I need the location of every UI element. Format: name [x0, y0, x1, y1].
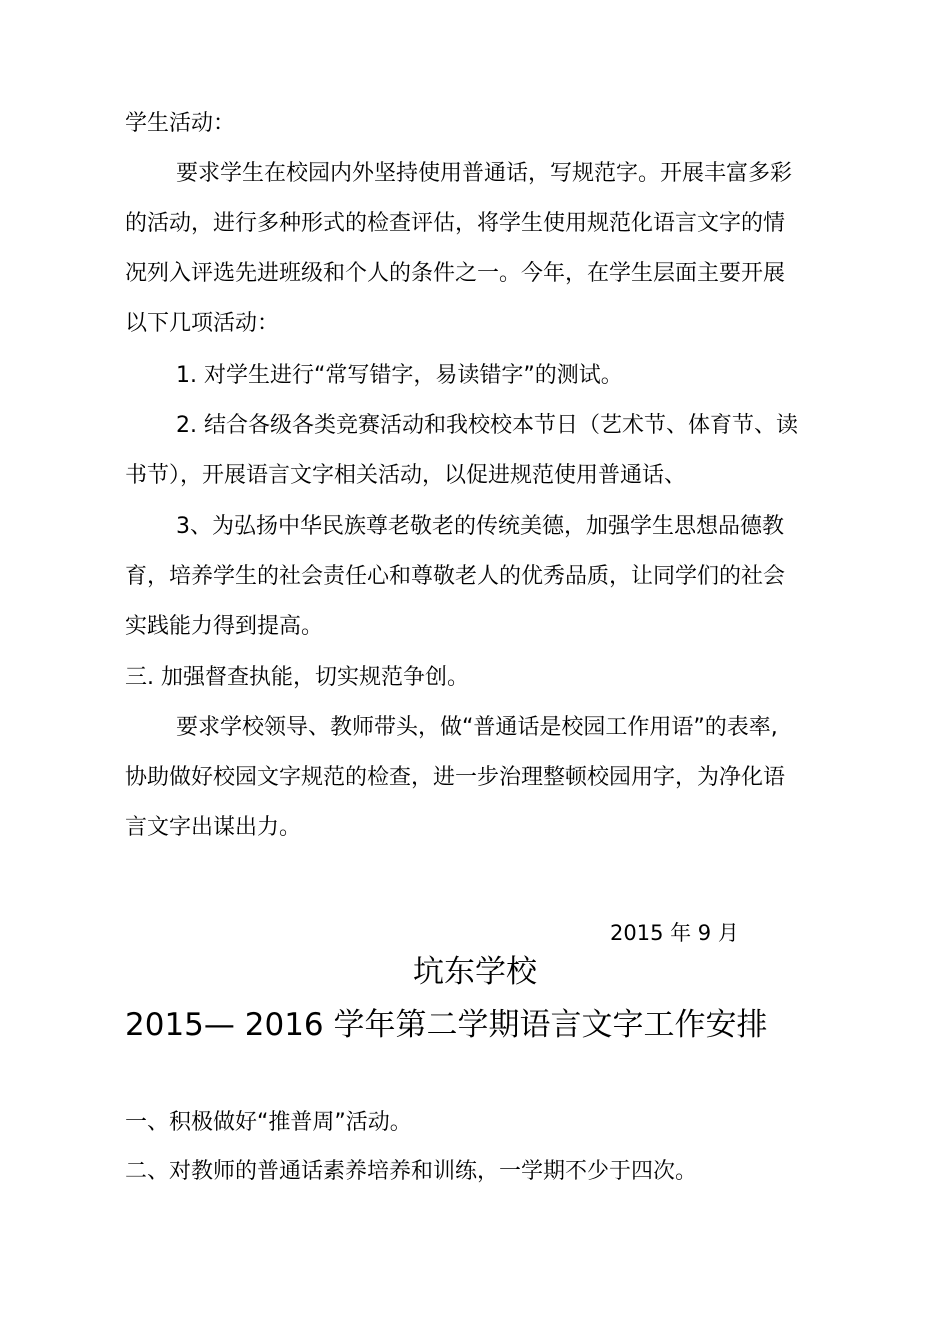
- paragraph-line: 要求学校领导、教师带头，做“普通话是校园工作用语”的表率,: [176, 715, 778, 740]
- document-date: 2015 年 9 月: [610, 921, 739, 945]
- school-title: 坑东学校: [413, 954, 537, 990]
- activity-item-1: 1. 对学生进行“常写错字，易读错字”的测试。: [176, 363, 623, 388]
- student-activities-heading: 学生活动：: [125, 111, 236, 136]
- activity-item-2: 2. 结合各级各类竞赛活动和我校校本节日（艺术节、体育节、读: [176, 413, 798, 438]
- paragraph-line: 书节），开展语言文字相关活动，以促进规范使用普通话、: [125, 463, 687, 488]
- paragraph-line: 况列入评选先进班级和个人的条件之一。今年，在学生层面主要开展: [125, 261, 786, 286]
- paragraph-line: 要求学生在校园内外坚持使用普通话，写规范字。开展丰富多彩: [176, 161, 793, 186]
- paragraph-line: 协助做好校园文字规范的检查，进一步治理整顿校园用字，为净化语: [125, 765, 786, 790]
- paragraph-line: 的活动，进行多种形式的检查评估，将学生使用规范化语言文字的情: [125, 211, 786, 236]
- paragraph-line: 育，培养学生的社会责任心和尊敬老人的优秀品质，让同学们的社会: [125, 564, 786, 589]
- activity-item-3: 3、为弘扬中华民族尊老敬老的传统美德，加强学生思想品德教: [176, 514, 784, 539]
- paragraph-line: 实践能力得到提高。: [125, 614, 324, 639]
- plan-title: 2015— 2016 学年第二学期语言文字工作安排: [125, 1007, 768, 1043]
- plan-item-2: 二、对教师的普通话素养培养和训练，一学期不少于四次。: [125, 1159, 698, 1184]
- paragraph-line: 言文字出谋出力。: [125, 815, 302, 840]
- section-three-heading: 三. 加强督查执能，切实规范争创。: [125, 665, 469, 690]
- plan-item-1: 一、积极做好“推普周”活动。: [125, 1110, 412, 1135]
- paragraph-line: 以下几项活动：: [125, 311, 280, 336]
